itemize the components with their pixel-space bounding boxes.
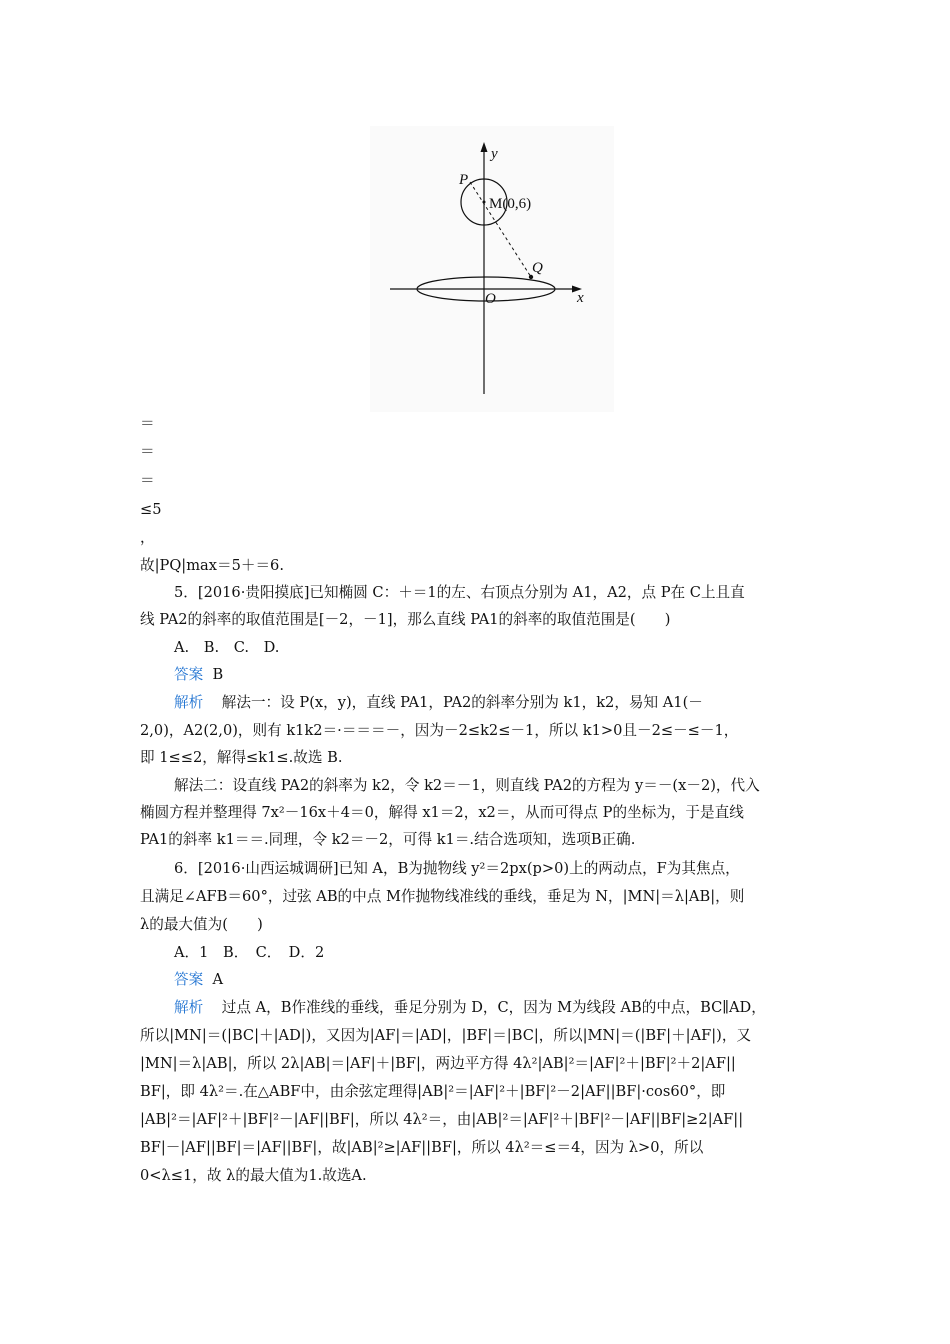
q5-answer-label: 答案 (174, 666, 204, 683)
derivation-eq-2: ＝ (140, 443, 155, 460)
q6-analysis-line-5: |AB|²＝|AF|²＋|BF|²－|AF||BF|，所以 4λ²＝，由|AB|²＝|AF|²＋|BF|²－|AF||BF|≥2|AF|| (140, 1111, 744, 1128)
q6-analysis-line-7: 0<λ≤1，故 λ的最大值为1.故选A. (140, 1167, 367, 1184)
q5-analysis-line-3: 即 1≤≤2，解得≤k1≤.故选 B. (140, 749, 343, 766)
q6-analysis-line-2: 所以|MN|＝(|BC|＋|AD|)，又因为|AF|＝|AD|，|BF|＝|BC|，所以|MN|＝(|BF|＋|AF|)，又 (140, 1027, 752, 1044)
geometry-figure (370, 126, 614, 412)
label-q: Q (532, 260, 543, 276)
point-m (483, 201, 486, 204)
q6-stem-line-1: 6．[2016·山西运城调研]已知 A，B为抛物线 y²＝2px(p>0)上的两动点，F为其焦点， (174, 860, 740, 877)
label-x: x (577, 290, 584, 306)
q6-answer-label: 答案 (174, 971, 204, 988)
q5-answer-value: B (212, 666, 224, 683)
q6-options: A．1 B． C． D．2 (174, 944, 325, 961)
q6-stem-line-2: 且满足∠AFB＝60°，过弦 AB的中点 M作抛物线准线的垂线，垂足为 N，|MN|＝λ|AB|，则 (140, 888, 745, 905)
q6-analysis-line-4: BF|，即 4λ²＝.在△ABF中，由余弦定理得|AB|²＝|AF|²＋|BF|²－2|AF||BF|·cos60°，即 (140, 1083, 726, 1100)
q5-analysis-text-1: 解法一：设 P(x，y)，直线 PA1，PA2的斜率分别为 k1，k2，易知 A1(－ (221, 694, 703, 711)
label-y: y (491, 146, 498, 162)
q5-analysis-line-1 (174, 693, 812, 713)
q6-analysis-label: 解析 (174, 999, 204, 1016)
q6-answer (174, 970, 812, 990)
q5-analysis-line-2: 2,0)，A2(2,0)，则有 k1k2＝·＝＝＝－，因为－2≤k2≤－1，所以 k1>0且－2≤－≤－1， (140, 722, 739, 739)
label-m: M(0,6) (489, 196, 532, 212)
label-o: O (485, 291, 496, 307)
q5-method2-line-3: PA1的斜率 k1＝＝.同理，令 k2＝－2，可得 k1＝.结合选项知，选项B正确. (140, 831, 636, 848)
derivation-conclusion: 故|PQ|max＝5＋＝6. (140, 557, 284, 574)
q6-analysis-line-1 (174, 998, 812, 1018)
q5-method2-line-1: 解法二：设直线 PA2的斜率为 k2，令 k2＝－1，则直线 PA2的方程为 y＝－(x－2)，代入 (174, 777, 760, 794)
q6-analysis-text-1: 过点 A，B作准线的垂线，垂足分别为 D，C，因为 M为线段 AB的中点，BC∥AD， (221, 999, 766, 1016)
q6-analysis-line-6: BF|－|AF||BF|＝|AF||BF|，故|AB|²≥|AF||BF|，所以 4λ²＝≤＝4，因为 λ>0，所以 (140, 1139, 704, 1156)
derivation-le5: ≤5 (140, 501, 162, 518)
q5-stem-line-1: 5．[2016·贵阳摸底]已知椭圆 C：＋＝1的左、右顶点分别为 A1，A2，点 P在 C上且直 (174, 584, 745, 601)
derivation-comma: ， (140, 529, 155, 546)
q5-analysis-label: 解析 (174, 694, 204, 711)
q6-answer-value: A (212, 971, 224, 988)
q5-method2-line-2: 椭圆方程并整理得 7x²－16x＋4＝0，解得 x1＝2，x2＝，从而可得点 P的坐标为，于是直线 (140, 804, 744, 821)
q5-answer (174, 665, 812, 685)
figure-svg (370, 126, 614, 412)
q6-analysis-line-3: |MN|＝λ|AB|，所以 2λ|AB|＝|AF|＋|BF|，两边平方得 4λ²|AB|²＝|AF|²＋|BF|²＋2|AF|| (140, 1055, 736, 1072)
q5-stem-line-2: 线 PA2的斜率的取值范围是[－2，－1]，那么直线 PA1的斜率的取值范围是( ) (140, 611, 671, 628)
q5-options: A. B. C. D. (174, 639, 280, 656)
derivation-eq-1: ＝ (140, 415, 155, 432)
y-axis-arrow (481, 142, 488, 152)
derivation-eq-3: ＝ (140, 472, 155, 489)
label-p: P (459, 172, 469, 188)
q6-stem-line-3: λ的最大值为( ) (140, 916, 263, 933)
